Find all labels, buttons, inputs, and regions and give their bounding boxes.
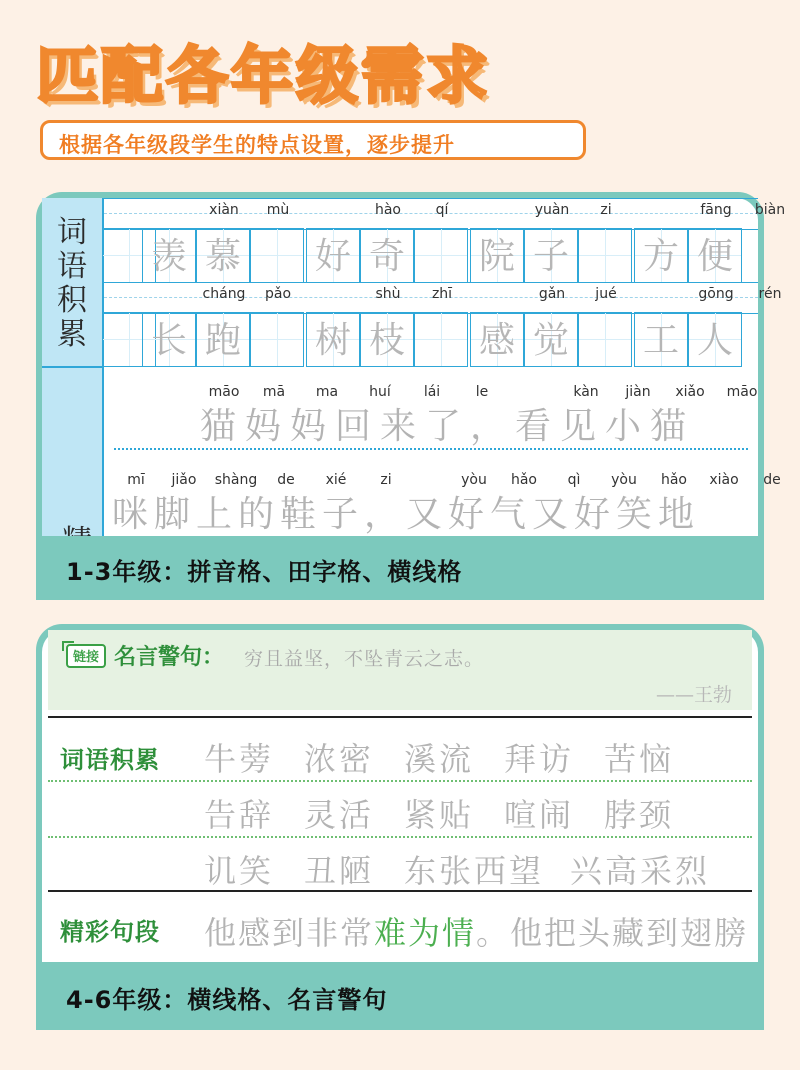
grade-1-3-caption: 1-3年级：拼音格、田字格、横线格 [66, 558, 463, 586]
subtitle-box [40, 120, 586, 160]
subtitle: 根据各年级段学生的特点设置，逐步提升 [59, 133, 455, 157]
vocab-word: 紧贴 [404, 796, 475, 834]
quote-box [48, 630, 752, 710]
pinyin: pǎo [264, 286, 292, 302]
pinyin: shàng [214, 472, 258, 488]
pinyin-row [104, 198, 758, 230]
rule-line [48, 890, 752, 892]
vocab-word: 牛蒡 [204, 740, 275, 778]
pinyin: huí [369, 384, 391, 400]
grade-1-3-caption-bar [36, 536, 764, 600]
tianzi-cell: 慕 [196, 228, 250, 283]
vocab-word: 脖颈 [604, 796, 675, 834]
grade-4-6-sample [42, 630, 758, 962]
tianzi-cell: 枝 [360, 312, 414, 367]
vocab-word: 灵活 [304, 796, 375, 834]
vocab-word: 兴高采烈 [570, 852, 711, 890]
grade-4-6-caption-bar [36, 962, 764, 1030]
pinyin: le [475, 384, 489, 400]
tianzi-row [104, 228, 758, 283]
pinyin: mù [266, 202, 290, 218]
tianzi-cell: 便 [688, 228, 742, 283]
tianzi-cell: 跑 [196, 312, 250, 367]
pinyin: de [277, 472, 295, 488]
pinyin: xié [325, 472, 347, 488]
side-char: 语 [57, 249, 87, 284]
tianzi-cell: 感 [470, 312, 524, 367]
grade-1-3-card [36, 192, 786, 600]
grade-1-3-sample [42, 198, 786, 536]
pinyin: zi [380, 472, 392, 488]
rule-line [48, 716, 752, 718]
side-label-column [42, 198, 104, 536]
pinyin: jiǎo [171, 472, 197, 488]
side-char: 积 [57, 283, 87, 318]
pinyin: yòu [461, 472, 487, 488]
tianzi-cell: 觉 [524, 312, 578, 367]
paragraph-label: 精彩句段 [60, 918, 160, 946]
tianzi-cell: 方 [634, 228, 688, 283]
pinyin: gǎn [538, 286, 566, 302]
tianzi-cell: 长 [142, 312, 196, 367]
tianzi-cell: 树 [306, 312, 360, 367]
pinyin: biàn [754, 202, 786, 218]
tianzi-cell: 羡 [142, 228, 196, 283]
vocab-label: 词语积累 [60, 746, 160, 774]
pinyin: zhī [431, 286, 453, 302]
sentence-line-2: 咪脚上的鞋子，又好气又好笑地 [112, 494, 701, 535]
pinyin: kàn [573, 384, 599, 400]
vocab-word: 告辞 [204, 796, 275, 834]
sentence-lines [104, 368, 781, 536]
pinyin: cháng [202, 286, 246, 302]
vocab-word: 苦恼 [604, 740, 675, 778]
tianzi-cell: 子 [524, 228, 578, 283]
paragraph-text: 他感到非常难为情。他把头藏到翅膀 [204, 914, 749, 952]
highlight-word: 难为情 [374, 914, 477, 952]
pinyin: gōng [698, 286, 734, 302]
dotted-rule [114, 448, 748, 450]
pinyin: rén [758, 286, 782, 302]
pinyin: ma [315, 384, 339, 400]
pinyin: xiào [709, 472, 739, 488]
grade-4-6-card [36, 624, 764, 1030]
vocab-word: 丑陋 [304, 852, 375, 890]
pinyin: de [763, 472, 781, 488]
tianzi-cell: 奇 [360, 228, 414, 283]
pinyin: māo [208, 384, 240, 400]
pinyin: shù [375, 286, 401, 302]
pinyin: xiǎo [675, 384, 705, 400]
pinyin: qì [567, 472, 581, 488]
pinyin: lái [423, 384, 441, 400]
pinyin: yòu [611, 472, 637, 488]
dotted-rule [48, 836, 752, 838]
vocab-word: 拜访 [504, 740, 575, 778]
pinyin: mā [262, 384, 286, 400]
pinyin: mī [127, 472, 145, 488]
vocab-word: 浓密 [304, 740, 375, 778]
pinyin-tianzi-grid [104, 198, 786, 366]
pinyin: qí [435, 202, 449, 218]
pinyin: xiàn [209, 202, 239, 218]
vocab-word: 讥笑 [204, 852, 275, 890]
tianzi-row [104, 312, 758, 367]
dotted-rule [48, 780, 752, 782]
tianzi-cell: 人 [688, 312, 742, 367]
pinyin: jué [595, 286, 617, 302]
quote-label: 名言警句： [114, 645, 225, 670]
tianzi-cell: 院 [470, 228, 524, 283]
quote-author: ——王勃 [655, 684, 732, 706]
vocab-word: 东张西望 [404, 852, 545, 890]
quote-text: 穷且益坚，不坠青云之志。 [244, 648, 485, 670]
sentence-line-1: 猫妈妈回来了，看见小猫 [200, 406, 696, 447]
pinyin: hǎo [660, 472, 688, 488]
pinyin: hǎo [510, 472, 538, 488]
pinyin: yuàn [534, 202, 570, 218]
tianzi-cell: 好 [306, 228, 360, 283]
pinyin: māo [726, 384, 758, 400]
link-tag-icon: 链接 [66, 644, 106, 668]
vocab-word: 喧闹 [504, 796, 575, 834]
pinyin: fāng [700, 202, 732, 218]
side-label-vocab [42, 198, 102, 368]
pinyin: hào [374, 202, 402, 218]
vocab-word: 溪流 [404, 740, 475, 778]
side-char: 累 [57, 317, 87, 352]
page-title: 匹配各年级需求 [36, 39, 492, 112]
pinyin: jiàn [625, 384, 651, 400]
pinyin: zi [600, 202, 612, 218]
grade-4-6-caption: 4-6年级：横线格、名言警句 [66, 986, 388, 1014]
tianzi-cell: 工 [634, 312, 688, 367]
side-char: 词 [57, 215, 87, 250]
